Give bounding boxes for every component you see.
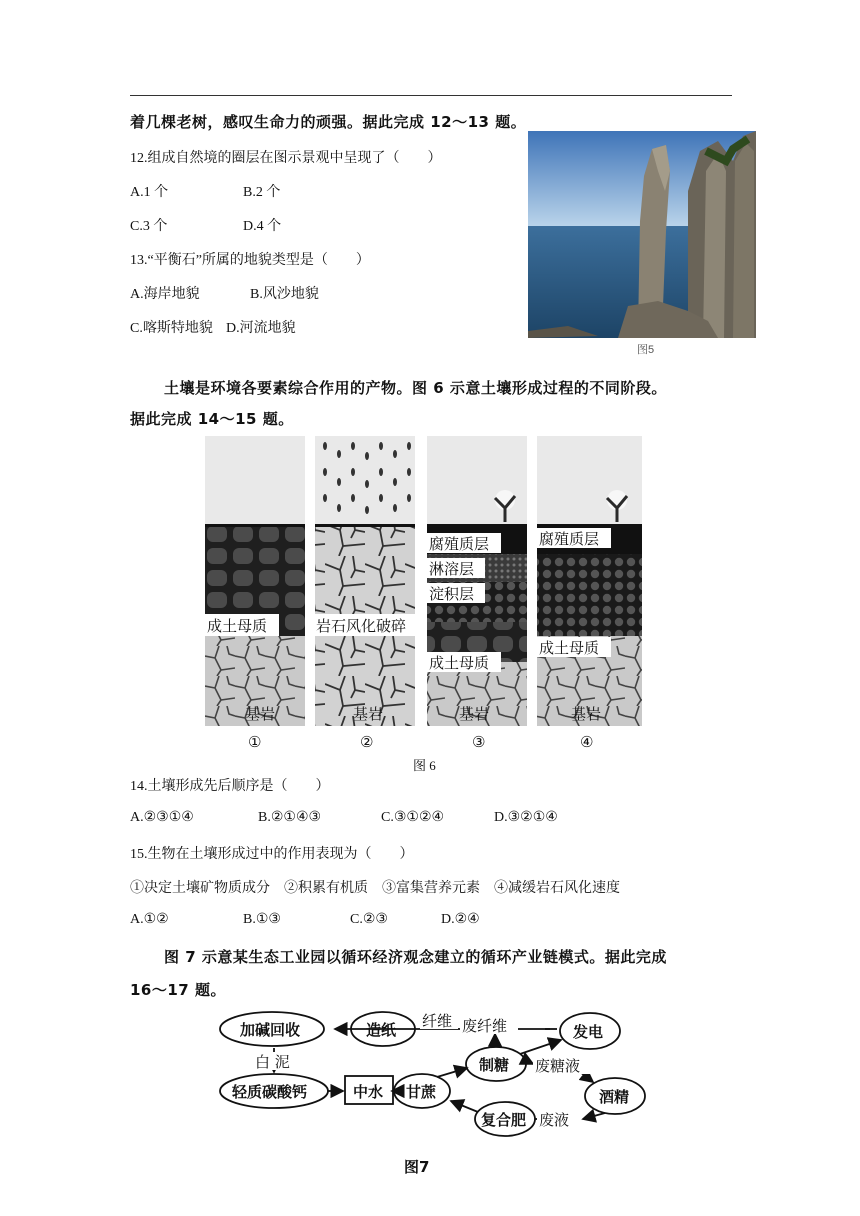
fig6-p3-deposit: 淀积层 [429,585,475,603]
question-14: 14.土壤形成先后顺序是（ ） [130,779,330,794]
fig7-node-fert: 复合肥 [481,1111,527,1129]
figure-7 [215,1002,655,1182]
eco-intro-line-2: 16～17 题。 [130,981,226,999]
q14-option-a: A.②③①④ [130,810,194,825]
q12-option-c: C.3 个 [130,219,168,234]
fig7-edge-white-mud: 白 泥 [255,1053,290,1071]
fig6-panel-3 [427,436,527,726]
q15-option-d: D.②④ [441,912,480,927]
fig7-node-sugar: 制糖 [479,1056,510,1074]
fig6-p4-bedrock: 基岩 [571,705,602,723]
q15-option-c: C.②③ [350,912,388,927]
fig7-node-cane: 甘蔗 [406,1083,437,1101]
q14-option-b: B.②①④③ [258,810,322,825]
figure-5-photo [528,131,756,338]
fig7-edge-fiber: 纤维 [422,1012,453,1030]
q12-option-a: A.1 个 [130,185,169,200]
fig6-p1-parent: 成土母质 [207,617,268,635]
soil-intro-line-2: 据此完成 14～15 题。 [130,410,294,428]
q14-option-c: C.③①②④ [381,810,445,825]
soil-intro-line-1: 土壤是环境各要素综合作用的产物。图 6 示意土壤形成过程的不同阶段。 [164,379,667,397]
question-15: 15.生物在土壤形成过中的作用表现为（ ） [130,847,414,862]
fig6-p4-parent: 成土母质 [539,639,600,657]
q13-option-b: B.风沙地貌 [250,287,319,302]
figure-6-caption: 图 6 [413,758,436,773]
eco-intro-line-1: 图 7 示意某生态工业园以循环经济观念建立的循环产业链模式。据此完成 [164,948,667,966]
fig7-node-power: 发电 [573,1023,604,1041]
fig6-number-1: ① [248,733,262,751]
fig7-edge-waste-fiber: 废纤维 [462,1017,508,1035]
question-12: 12.组成自然境的圈层在图示景观中呈现了（ ） [130,151,442,166]
fig6-p3-humus: 腐殖质层 [429,535,490,553]
fig7-node-caco3: 轻质碳酸钙 [232,1083,308,1101]
intro-text: 着几棵老树，感叹生命力的顽强。据此完成 12～13 题。 [130,113,527,131]
fig6-p2-weathering: 岩石风化破碎 [316,617,407,635]
q13-option-d: D.河流地貌 [226,321,296,336]
fig7-node-alcohol: 酒精 [599,1088,630,1106]
fig7-node-alkali: 加碱回收 [240,1021,301,1039]
fig7-node-water: 中水 [353,1083,384,1101]
fig6-p3-parent: 成土母质 [429,654,490,672]
figure-5-caption: 图5 [637,344,655,356]
fig6-p1-bedrock: 基岩 [245,705,276,723]
fig6-panel-2 [315,436,415,726]
q12-option-d: D.4 个 [243,219,282,234]
header-rule [130,95,732,96]
fig6-p3-bedrock: 基岩 [459,705,490,723]
figure-6 [205,436,642,726]
fig7-edge-waste-syrup: 废糖液 [535,1057,581,1075]
q14-option-d: D.③②①④ [494,810,558,825]
fig6-panel-4 [537,436,642,726]
fig6-number-2: ② [360,733,374,751]
fig6-panel-1 [205,436,305,726]
fig6-number-4: ④ [580,733,594,751]
q15-choices: ①决定土壤矿物质成分 ②积累有机质 ③富集营养元素 ④减缓岩石风化速度 [130,881,620,896]
question-13: 13.“平衡石”所属的地貌类型是（ ） [130,253,370,268]
q15-option-a: A.①② [130,912,169,927]
fig6-p3-leach: 淋溶层 [429,560,475,578]
q13-option-a: A.海岸地貌 [130,287,200,302]
fig7-edge-waste-liquid: 废液 [539,1111,570,1129]
q13-option-c: C.喀斯特地貌 [130,321,213,336]
figure-7-caption: 图7 [404,1158,430,1176]
q12-option-b: B.2 个 [243,185,281,200]
fig6-number-3: ③ [472,733,486,751]
fig7-node-paper: 造纸 [366,1021,397,1039]
fig6-p2-bedrock: 基岩 [353,705,384,723]
fig6-p4-humus: 腐殖质层 [539,530,600,548]
q15-option-b: B.①③ [243,912,281,927]
